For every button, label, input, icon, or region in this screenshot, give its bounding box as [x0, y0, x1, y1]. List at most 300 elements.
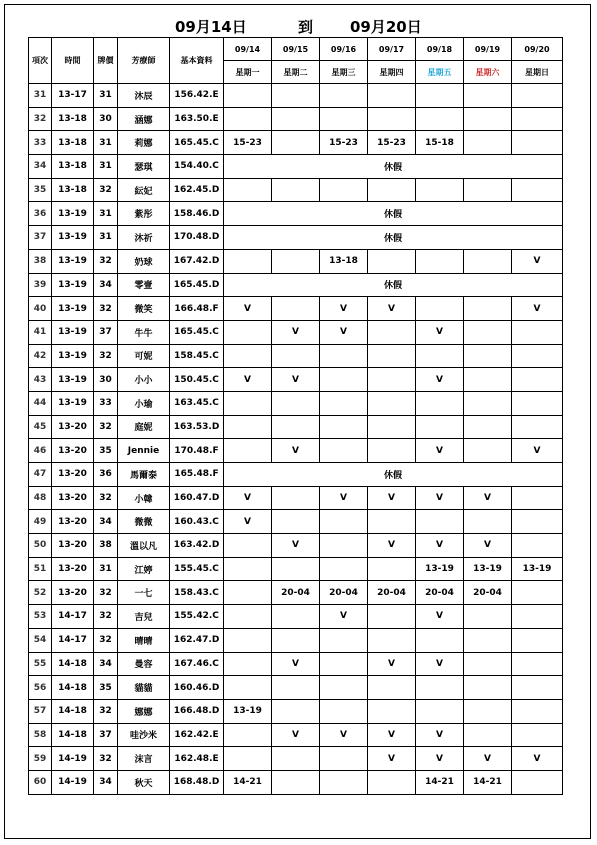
row-card-price: 32	[94, 249, 118, 273]
header-weekday: 星期三	[320, 61, 368, 84]
row-day-cell	[416, 699, 464, 723]
row-day-cell	[224, 628, 272, 652]
row-day-cell: V	[224, 368, 272, 392]
table-row	[29, 155, 563, 179]
row-day-off: 休假	[224, 202, 563, 226]
row-day-cell: V	[272, 723, 320, 747]
row-basic-info: 170.48.F	[170, 439, 224, 463]
table-row	[29, 652, 563, 676]
row-index: 33	[29, 131, 52, 155]
header-info: 基本資料	[170, 38, 224, 84]
row-day-cell	[368, 320, 416, 344]
header-index: 項次	[29, 38, 52, 84]
table-row	[29, 368, 563, 392]
row-time: 13-19	[52, 226, 94, 250]
row-day-cell	[464, 652, 512, 676]
row-index: 46	[29, 439, 52, 463]
row-therapist-name: 馬爾泰	[118, 463, 170, 487]
row-day-cell	[416, 297, 464, 321]
row-card-price: 36	[94, 463, 118, 487]
row-day-cell: 14-21	[416, 770, 464, 794]
row-day-cell	[416, 676, 464, 700]
row-card-price: 30	[94, 368, 118, 392]
row-day-cell	[464, 391, 512, 415]
row-day-cell	[512, 723, 563, 747]
row-time: 13-19	[52, 249, 94, 273]
row-time: 14-18	[52, 723, 94, 747]
row-index: 42	[29, 344, 52, 368]
row-day-cell	[512, 699, 563, 723]
row-therapist-name: 哇沙米	[118, 723, 170, 747]
header-weekday-friday: 星期五	[416, 61, 464, 84]
row-day-cell	[272, 770, 320, 794]
row-day-cell	[512, 486, 563, 510]
row-therapist-name: 紫彤	[118, 202, 170, 226]
row-day-cell: V	[320, 320, 368, 344]
row-day-cell: V	[512, 439, 563, 463]
row-basic-info: 167.46.C	[170, 652, 224, 676]
row-day-cell: V	[272, 368, 320, 392]
row-therapist-name: 牛牛	[118, 320, 170, 344]
row-day-cell	[464, 723, 512, 747]
row-therapist-name: 晴晴	[118, 628, 170, 652]
row-day-cell: V	[416, 605, 464, 629]
table-row	[29, 344, 563, 368]
row-day-cell	[272, 391, 320, 415]
header-date: 09/19	[464, 38, 512, 61]
end-date: 09月20日	[350, 18, 422, 36]
row-day-cell	[464, 131, 512, 155]
row-time: 13-20	[52, 415, 94, 439]
row-day-cell	[368, 676, 416, 700]
table-row	[29, 699, 563, 723]
row-day-cell	[368, 107, 416, 131]
row-basic-info: 160.47.D	[170, 486, 224, 510]
row-card-price: 32	[94, 581, 118, 605]
row-day-cell: 14-21	[224, 770, 272, 794]
row-basic-info: 163.53.D	[170, 415, 224, 439]
row-card-price: 32	[94, 699, 118, 723]
row-day-cell	[368, 249, 416, 273]
row-basic-info: 150.45.C	[170, 368, 224, 392]
row-day-cell: V	[224, 486, 272, 510]
row-day-cell	[272, 415, 320, 439]
table-row	[29, 486, 563, 510]
row-time: 13-20	[52, 581, 94, 605]
row-therapist-name: 沐祈	[118, 226, 170, 250]
row-day-cell: 13-18	[320, 249, 368, 273]
row-basic-info: 165.48.F	[170, 463, 224, 487]
row-basic-info: 162.47.D	[170, 628, 224, 652]
row-day-cell	[512, 178, 563, 202]
row-day-cell	[272, 131, 320, 155]
row-day-cell: 20-04	[320, 581, 368, 605]
header-therapist: 芳療師	[118, 38, 170, 84]
row-card-price: 32	[94, 605, 118, 629]
row-day-cell: V	[464, 534, 512, 558]
row-therapist-name: 小小	[118, 368, 170, 392]
row-card-price: 30	[94, 107, 118, 131]
row-day-cell	[464, 84, 512, 108]
row-card-price: 31	[94, 155, 118, 179]
row-basic-info: 167.42.D	[170, 249, 224, 273]
row-day-cell	[368, 84, 416, 108]
row-therapist-name: 溫以凡	[118, 534, 170, 558]
row-day-cell	[224, 415, 272, 439]
row-card-price: 33	[94, 391, 118, 415]
row-day-cell: V	[512, 249, 563, 273]
row-day-cell	[512, 510, 563, 534]
row-day-cell: V	[320, 723, 368, 747]
table-row	[29, 107, 563, 131]
row-day-cell	[512, 628, 563, 652]
row-day-cell	[224, 344, 272, 368]
row-day-cell: 14-21	[464, 770, 512, 794]
row-basic-info: 162.42.E	[170, 723, 224, 747]
row-therapist-name: 瑟琪	[118, 155, 170, 179]
row-index: 53	[29, 605, 52, 629]
table-row	[29, 178, 563, 202]
row-day-cell: 20-04	[416, 581, 464, 605]
row-day-cell: 13-19	[224, 699, 272, 723]
row-day-cell	[224, 534, 272, 558]
row-time: 13-18	[52, 107, 94, 131]
row-basic-info: 160.46.D	[170, 676, 224, 700]
row-card-price: 32	[94, 415, 118, 439]
row-basic-info: 165.45.C	[170, 320, 224, 344]
row-day-cell	[272, 297, 320, 321]
row-card-price: 35	[94, 439, 118, 463]
row-day-cell: V	[512, 747, 563, 771]
row-index: 40	[29, 297, 52, 321]
row-therapist-name: Jennie	[118, 439, 170, 463]
table-row	[29, 226, 563, 250]
row-therapist-name: 貓貓	[118, 676, 170, 700]
row-card-price: 31	[94, 131, 118, 155]
row-card-price: 32	[94, 747, 118, 771]
row-day-cell	[416, 84, 464, 108]
table-row	[29, 510, 563, 534]
row-day-cell	[224, 747, 272, 771]
row-therapist-name: 奶球	[118, 249, 170, 273]
row-index: 52	[29, 581, 52, 605]
table-row	[29, 415, 563, 439]
row-day-cell: 15-23	[368, 131, 416, 155]
header-date: 09/20	[512, 38, 563, 61]
row-day-cell: 13-19	[512, 557, 563, 581]
row-day-cell: V	[512, 297, 563, 321]
row-day-cell	[320, 415, 368, 439]
row-day-cell	[368, 391, 416, 415]
header-date: 09/15	[272, 38, 320, 61]
row-day-cell	[320, 368, 368, 392]
row-index: 45	[29, 415, 52, 439]
row-time: 14-18	[52, 676, 94, 700]
row-day-cell	[272, 676, 320, 700]
row-index: 31	[29, 84, 52, 108]
row-day-cell	[368, 605, 416, 629]
row-therapist-name: 曼容	[118, 652, 170, 676]
table-row	[29, 320, 563, 344]
row-day-cell	[272, 628, 320, 652]
row-therapist-name: 可妮	[118, 344, 170, 368]
row-basic-info: 156.42.E	[170, 84, 224, 108]
row-day-cell	[224, 84, 272, 108]
row-time: 14-18	[52, 699, 94, 723]
row-basic-info: 162.48.E	[170, 747, 224, 771]
row-index: 37	[29, 226, 52, 250]
row-index: 56	[29, 676, 52, 700]
row-day-cell	[416, 510, 464, 534]
row-day-cell	[224, 652, 272, 676]
row-index: 43	[29, 368, 52, 392]
row-day-cell	[464, 178, 512, 202]
row-time: 13-20	[52, 510, 94, 534]
row-day-cell	[464, 415, 512, 439]
row-day-off: 休假	[224, 226, 563, 250]
row-basic-info: 160.43.C	[170, 510, 224, 534]
row-index: 51	[29, 557, 52, 581]
row-day-cell: V	[320, 486, 368, 510]
row-card-price: 34	[94, 273, 118, 297]
row-day-cell	[224, 439, 272, 463]
row-day-cell	[272, 486, 320, 510]
row-therapist-name: 秋天	[118, 770, 170, 794]
row-index: 57	[29, 699, 52, 723]
row-time: 14-18	[52, 652, 94, 676]
row-card-price: 32	[94, 486, 118, 510]
start-date: 09月14日	[175, 18, 247, 36]
row-day-cell	[320, 747, 368, 771]
row-day-cell: V	[368, 534, 416, 558]
row-day-cell	[320, 557, 368, 581]
row-day-cell	[368, 699, 416, 723]
row-day-cell: 15-23	[320, 131, 368, 155]
row-day-cell	[416, 107, 464, 131]
row-index: 55	[29, 652, 52, 676]
row-day-cell	[512, 652, 563, 676]
table-row	[29, 628, 563, 652]
schedule-rows	[29, 84, 563, 795]
row-day-cell: V	[272, 439, 320, 463]
row-day-cell: V	[368, 723, 416, 747]
row-time: 13-20	[52, 439, 94, 463]
header-weekday: 星期日	[512, 61, 563, 84]
row-basic-info: 163.42.D	[170, 534, 224, 558]
schedule-title	[0, 8, 597, 34]
row-index: 36	[29, 202, 52, 226]
table-row	[29, 84, 563, 108]
header-weekday: 星期一	[224, 61, 272, 84]
row-index: 60	[29, 770, 52, 794]
row-time: 14-19	[52, 747, 94, 771]
table-row	[29, 391, 563, 415]
row-therapist-name: 沫言	[118, 747, 170, 771]
row-index: 41	[29, 320, 52, 344]
row-day-cell	[416, 628, 464, 652]
row-time: 13-19	[52, 202, 94, 226]
row-basic-info: 158.43.C	[170, 581, 224, 605]
row-day-cell	[320, 699, 368, 723]
row-therapist-name: 莉娜	[118, 131, 170, 155]
row-index: 47	[29, 463, 52, 487]
row-index: 39	[29, 273, 52, 297]
schedule-table	[28, 37, 563, 795]
row-day-cell	[272, 699, 320, 723]
row-day-cell	[416, 391, 464, 415]
row-time: 13-19	[52, 273, 94, 297]
table-row	[29, 249, 563, 273]
header-date: 09/14	[224, 38, 272, 61]
row-day-cell	[272, 510, 320, 534]
row-day-cell: V	[272, 320, 320, 344]
header-date: 09/18	[416, 38, 464, 61]
row-day-cell	[224, 391, 272, 415]
row-index: 44	[29, 391, 52, 415]
row-card-price: 38	[94, 534, 118, 558]
row-day-cell	[464, 297, 512, 321]
row-therapist-name: 零壹	[118, 273, 170, 297]
row-day-cell	[512, 107, 563, 131]
row-basic-info: 155.45.C	[170, 557, 224, 581]
row-card-price: 37	[94, 320, 118, 344]
row-day-cell	[464, 676, 512, 700]
table-row	[29, 581, 563, 605]
row-card-price: 34	[94, 770, 118, 794]
row-index: 34	[29, 155, 52, 179]
row-day-cell	[224, 178, 272, 202]
row-day-cell	[512, 676, 563, 700]
header-weekday: 星期二	[272, 61, 320, 84]
table-row	[29, 770, 563, 794]
header-weekday-saturday: 星期六	[464, 61, 512, 84]
header-date: 09/17	[368, 38, 416, 61]
row-day-cell	[224, 605, 272, 629]
row-day-cell	[416, 415, 464, 439]
row-therapist-name: 小韓	[118, 486, 170, 510]
row-day-cell	[320, 770, 368, 794]
row-day-cell	[368, 557, 416, 581]
table-row	[29, 463, 563, 487]
row-day-cell: 13-19	[464, 557, 512, 581]
table-row	[29, 131, 563, 155]
row-index: 54	[29, 628, 52, 652]
row-day-cell	[320, 628, 368, 652]
row-day-cell	[320, 534, 368, 558]
row-day-cell: 20-04	[464, 581, 512, 605]
row-day-cell	[320, 652, 368, 676]
row-therapist-name: 微微	[118, 510, 170, 534]
header-weekday: 星期四	[368, 61, 416, 84]
row-card-price: 31	[94, 202, 118, 226]
row-basic-info: 170.48.D	[170, 226, 224, 250]
row-day-cell: V	[368, 297, 416, 321]
row-index: 58	[29, 723, 52, 747]
table-row	[29, 723, 563, 747]
row-therapist-name: 江婷	[118, 557, 170, 581]
row-day-cell	[416, 178, 464, 202]
table-row	[29, 297, 563, 321]
row-index: 48	[29, 486, 52, 510]
to-word: 到	[298, 18, 314, 36]
row-day-cell	[464, 344, 512, 368]
table-row	[29, 202, 563, 226]
row-day-cell	[464, 605, 512, 629]
row-day-cell	[512, 368, 563, 392]
row-card-price: 34	[94, 652, 118, 676]
row-card-price: 31	[94, 557, 118, 581]
row-therapist-name: 沐辰	[118, 84, 170, 108]
row-basic-info: 163.45.C	[170, 391, 224, 415]
row-day-cell: 15-23	[224, 131, 272, 155]
row-time: 13-17	[52, 84, 94, 108]
row-day-cell: V	[416, 534, 464, 558]
row-time: 13-19	[52, 344, 94, 368]
row-basic-info: 165.45.D	[170, 273, 224, 297]
row-day-cell	[368, 439, 416, 463]
row-day-cell	[512, 391, 563, 415]
row-day-cell	[320, 84, 368, 108]
row-index: 38	[29, 249, 52, 273]
row-time: 14-17	[52, 605, 94, 629]
row-time: 13-20	[52, 486, 94, 510]
row-index: 35	[29, 178, 52, 202]
row-basic-info: 158.45.C	[170, 344, 224, 368]
row-time: 13-19	[52, 368, 94, 392]
row-day-cell	[320, 391, 368, 415]
row-card-price: 32	[94, 628, 118, 652]
row-day-cell	[272, 84, 320, 108]
row-day-cell	[512, 344, 563, 368]
row-day-off: 休假	[224, 155, 563, 179]
row-card-price: 31	[94, 226, 118, 250]
row-day-cell: V	[464, 747, 512, 771]
row-day-cell: V	[416, 486, 464, 510]
row-day-cell	[224, 249, 272, 273]
table-row	[29, 747, 563, 771]
row-day-cell	[224, 581, 272, 605]
row-time: 13-19	[52, 320, 94, 344]
row-day-cell: V	[224, 510, 272, 534]
row-basic-info: 166.48.F	[170, 297, 224, 321]
row-day-cell	[320, 178, 368, 202]
row-basic-info: 155.42.C	[170, 605, 224, 629]
row-day-cell: 20-04	[368, 581, 416, 605]
row-day-cell	[272, 344, 320, 368]
row-therapist-name: 涵娜	[118, 107, 170, 131]
row-day-cell	[512, 770, 563, 794]
row-time: 13-20	[52, 557, 94, 581]
row-day-cell	[272, 249, 320, 273]
row-day-cell	[512, 605, 563, 629]
row-basic-info: 158.46.D	[170, 202, 224, 226]
row-index: 32	[29, 107, 52, 131]
row-day-cell: V	[320, 605, 368, 629]
row-day-cell	[368, 178, 416, 202]
row-day-cell	[224, 320, 272, 344]
row-time: 13-18	[52, 131, 94, 155]
row-therapist-name: 娜娜	[118, 699, 170, 723]
row-day-cell: V	[416, 439, 464, 463]
row-day-cell	[464, 249, 512, 273]
row-index: 50	[29, 534, 52, 558]
row-day-cell	[512, 534, 563, 558]
row-time: 14-19	[52, 770, 94, 794]
row-day-cell	[464, 510, 512, 534]
row-day-cell	[320, 439, 368, 463]
row-day-cell: V	[416, 368, 464, 392]
row-day-cell: V	[368, 652, 416, 676]
